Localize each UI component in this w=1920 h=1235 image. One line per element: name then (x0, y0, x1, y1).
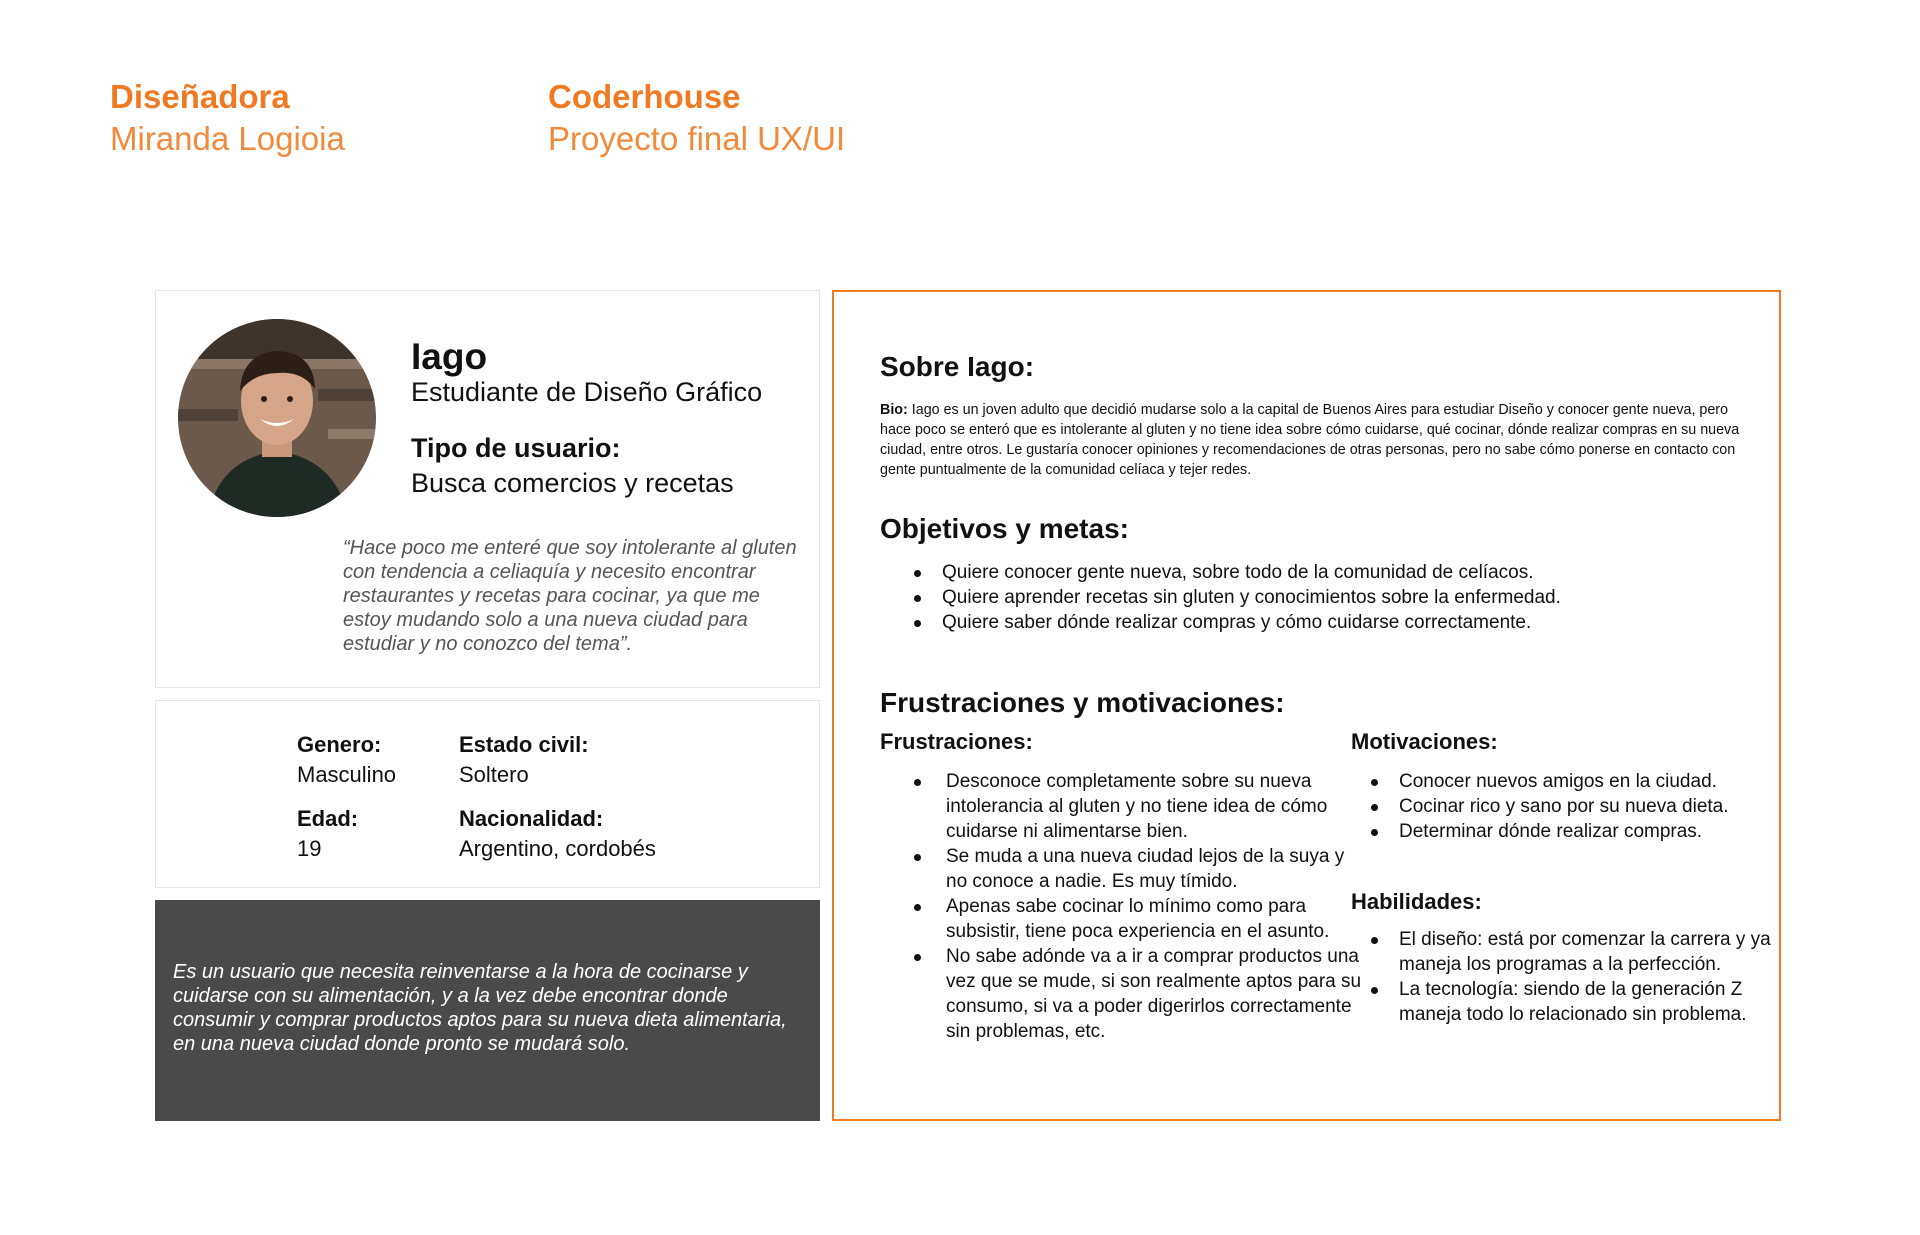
user-type-label: Tipo de usuario: (411, 433, 621, 463)
project-header (548, 76, 845, 160)
skills-list (1371, 927, 1776, 1027)
user-type-value: Busca comercios y recetas (411, 468, 734, 498)
profile-card (155, 290, 820, 688)
gender-label: Genero: (297, 732, 382, 757)
civil-status-label: Estado civil: (459, 732, 589, 757)
list-item: Quiere conocer gente nueva, sobre todo de la comunidad de celíacos. (914, 560, 1754, 585)
detail-card (832, 290, 1781, 1121)
list-item: Se muda a una nueva ciudad lejos de la suya y no conoce a nadie. Es muy tímido. (914, 844, 1364, 894)
persona-quote: “Hace poco me enteré que soy intolerante al gluten con tendencia a celiaquía y necesito encontrar restaurantes y recetas para cocinar, ya que me estoy mudando solo a una nueva ciudad para estudiar y no conozco del tema”. (343, 537, 797, 655)
designer-header (110, 76, 345, 160)
frustrations-list (914, 769, 1364, 1044)
persona-role: Estudiante de Diseño Gráfico (411, 377, 763, 407)
list-item: Cocinar rico y sano por su nueva dieta. (1371, 794, 1776, 819)
list-item: Conocer nuevos amigos en la ciudad. (1371, 769, 1776, 794)
goals-list (914, 560, 1754, 635)
motivations-list (1371, 769, 1776, 844)
age-label: Edad: (297, 806, 359, 831)
skills-title: Habilidades: (1351, 889, 1482, 914)
motivations-title: Motivaciones: (1351, 729, 1498, 754)
frustrations-title: Frustraciones: (880, 729, 1033, 754)
nationality-value: Argentino, cordobés (459, 836, 656, 861)
designer-name: Miranda Logioia (110, 120, 345, 157)
civil-status-value: Soltero (459, 762, 529, 787)
project-name: Proyecto final UX/UI (548, 120, 846, 157)
list-item: El diseño: está por comenzar la carrera y ya maneja los programas a la perfección. (1371, 927, 1776, 977)
bio-label: Bio: (880, 402, 908, 418)
bio-text: Iago es un joven adulto que decidió mudarse solo a la capital de Buenos Aires para estudiar Diseño y conocer gente nueva, pero hace poco se enteró que es intolerante al gluten y no tiene idea sobre cómo cuidarse, qué cocinar, dónde realizar compras en su nueva ciudad, entre otros. Le gustaría conocer opiniones y recomendaciones de otras personas, pero no sabe cómo ponerse en contacto con gente puntualmente de la comunidad celíaca y tejer redes. (880, 402, 1740, 478)
goals-title: Objetivos y metas: (880, 513, 1129, 544)
frustrations-motivations-title: Frustraciones y motivaciones: (880, 687, 1285, 718)
list-item: La tecnología: siendo de la generación Z maneja todo lo relacionado sin problema. (1371, 977, 1776, 1027)
list-item: No sabe adónde va a ir a comprar productos una vez que se mude, si son realmente aptos para su consumo, si va a poder digerirlos correctamente sin problemas, etc. (914, 944, 1364, 1044)
nationality-label: Nacionalidad: (459, 806, 604, 831)
summary-text: Es un usuario que necesita reinventarse a la hora de cocinarse y cuidarse con su alimentación, y a la vez debe encontrar donde consumir y comprar productos aptos para su nueva dieta alimentaria, en una nueva ciudad donde pronto se mudará solo. (173, 961, 787, 1055)
age-value: 19 (297, 836, 322, 861)
avatar-photo (178, 319, 376, 517)
about-title: Sobre Iago: (880, 351, 1035, 382)
gender-value: Masculino (297, 762, 397, 787)
persona-name: Iago (411, 336, 488, 377)
avatar (178, 319, 376, 517)
summary-card (155, 900, 820, 1121)
list-item: Apenas sabe cocinar lo mínimo como para subsistir, tiene poca experiencia en el asunto. (914, 894, 1364, 944)
designer-label: Diseñadora (110, 78, 290, 115)
demographics-card (155, 700, 820, 888)
list-item: Quiere saber dónde realizar compras y cómo cuidarse correctamente. (914, 610, 1754, 635)
list-item: Quiere aprender recetas sin gluten y conocimientos sobre la enfermedad. (914, 585, 1754, 610)
bio (880, 400, 1750, 480)
list-item: Determinar dónde realizar compras. (1371, 819, 1776, 844)
school-name: Coderhouse (548, 78, 741, 115)
list-item: Desconoce completamente sobre su nueva intolerancia al gluten y no tiene idea de cómo cuidarse ni alimentarse bien. (914, 769, 1364, 844)
